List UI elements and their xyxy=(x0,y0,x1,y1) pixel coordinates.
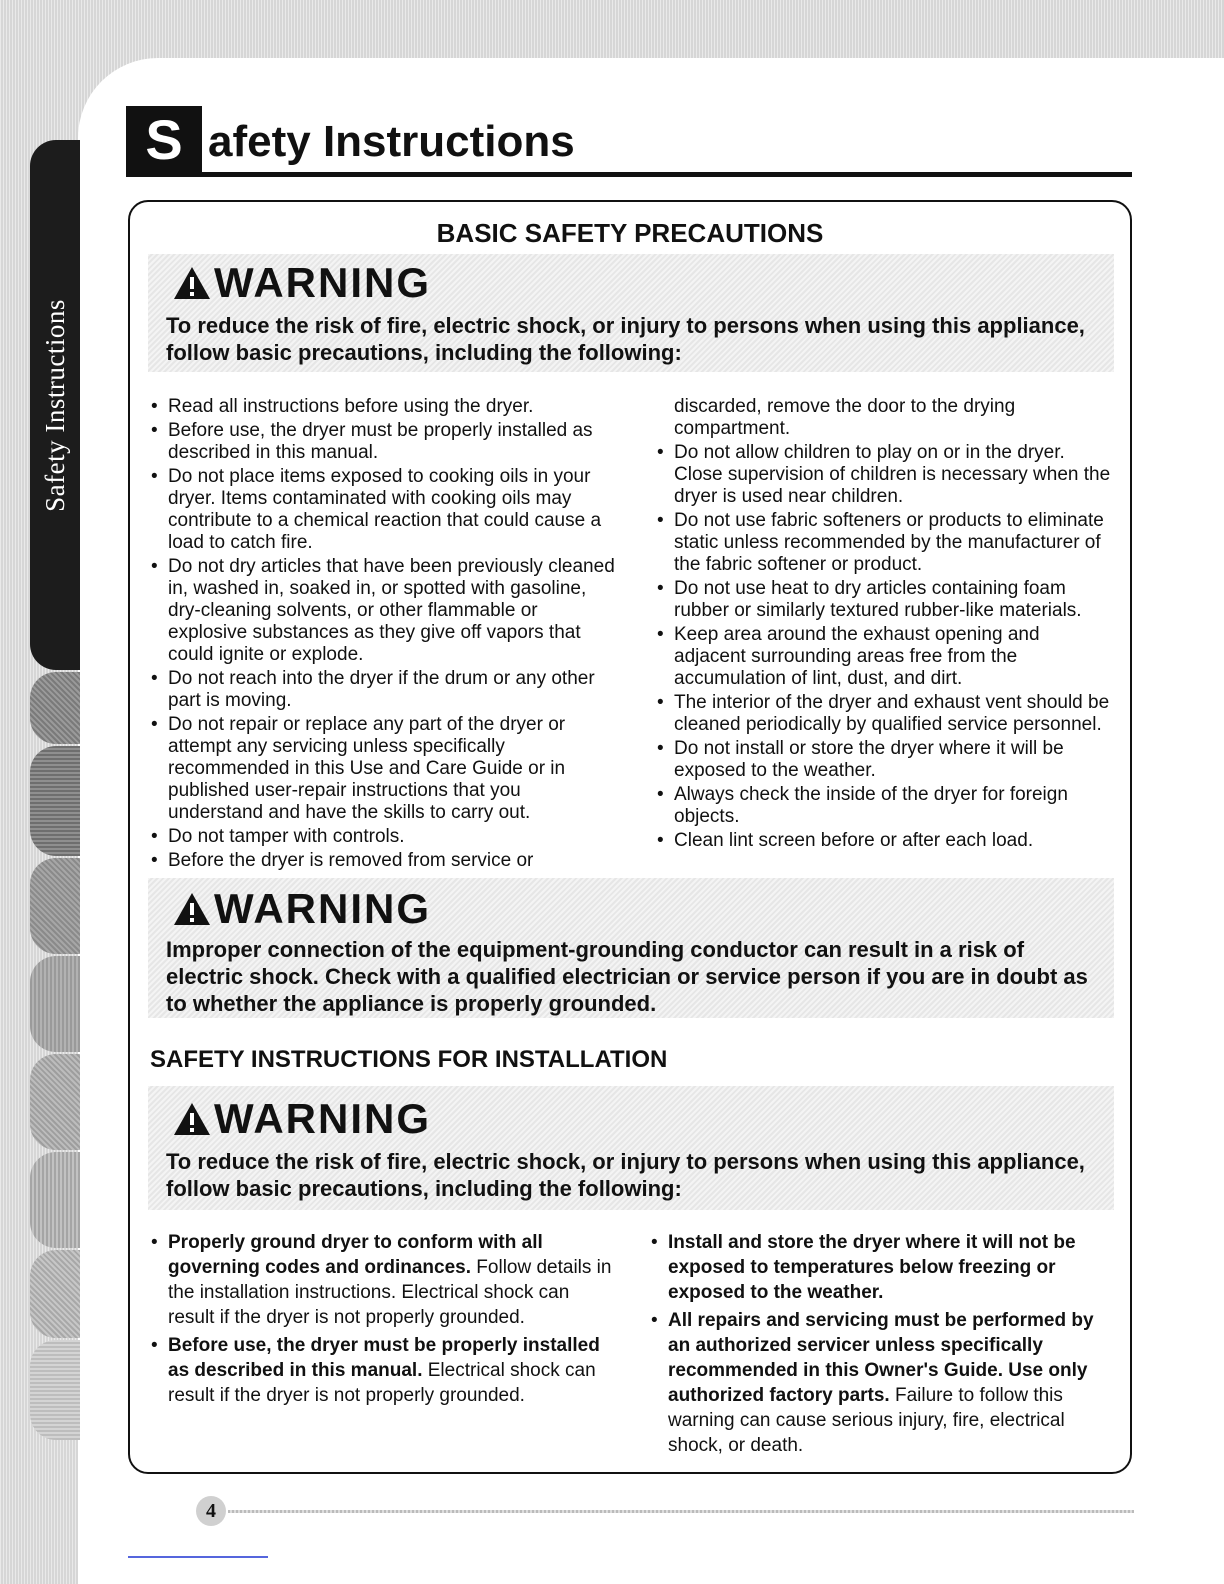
footer-divider xyxy=(228,1510,1134,1513)
list-item: discarded, remove the door to the drying compartment. xyxy=(674,396,1016,439)
list-item: • Do not use fabric softeners or products to eliminate static unless recommended by the manufacturer of the fabric softener or product. xyxy=(654,510,1114,576)
list-item: • Do not dry articles that have been previously cleaned in, washed in, soaked in, or spotted with gasoline, dry-cleaning solvents, or other flammable or explosive substances as they give off vapors that could ignite or explode. xyxy=(148,556,618,666)
side-tab-label: Safety Instructions xyxy=(39,298,70,512)
warning-triangle-icon xyxy=(172,263,212,303)
grounding-warning-text: Improper connection of the equipment-grounding conductor can result in a risk of electric shock. Check with a qualified electrician or service person if you are in doubt as to whether the appliance is properly grounded. xyxy=(166,937,1088,1016)
installation-left-column xyxy=(148,1230,618,1411)
installation-warning-text: To reduce the risk of fire, electric shock, or injury to persons when using this appliance, follow basic precautions, including the following: xyxy=(166,1149,1085,1201)
list-item: • Do not repair or replace any part of the dryer or attempt any servicing unless specifically recommended in this Use and Care Guide or in published user-repair instructions that you understand and have the skills to carry out. xyxy=(148,714,618,824)
installation-heading: SAFETY INSTRUCTIONS FOR INSTALLATION xyxy=(150,1046,668,1073)
title-initial: S xyxy=(126,106,202,174)
list-item: • Do not use heat to dry articles containing foam rubber or similarly textured rubber-like materials. xyxy=(654,578,1114,622)
page-title: afety Instructions xyxy=(208,117,575,166)
list-item xyxy=(648,1230,1108,1305)
list-item-text: Electrical shock can result if the dryer is not properly grounded. xyxy=(168,1360,596,1406)
list-item: • Do not reach into the dryer if the drum or any other part is moving. xyxy=(148,668,618,712)
warning-label: WARNING xyxy=(214,259,431,306)
warning-title xyxy=(172,886,431,932)
list-item xyxy=(148,1230,618,1330)
basic-precautions-heading: BASIC SAFETY PRECAUTIONS xyxy=(436,218,824,248)
warning-text: To reduce the risk of fire, electric shock, or injury to persons when using this appliance, follow basic precautions, including the following: xyxy=(166,313,1085,365)
side-tab[interactable] xyxy=(30,858,80,954)
basic-left-column xyxy=(148,396,618,874)
side-tab[interactable] xyxy=(30,746,80,856)
warning-triangle-icon xyxy=(172,1099,212,1139)
side-tab[interactable] xyxy=(30,1054,80,1150)
warning-label: WARNING xyxy=(214,885,431,932)
list-item xyxy=(148,1333,618,1408)
list-item-emphasis: Properly ground dryer to conform with all governing codes and ordinances. xyxy=(168,1232,543,1278)
side-tab[interactable] xyxy=(30,1250,80,1338)
side-tab-safety-instructions[interactable] xyxy=(30,140,80,670)
list-item: • Always check the inside of the dryer for foreign objects. xyxy=(654,784,1114,828)
warning-title xyxy=(172,1096,431,1142)
warning-label: WARNING xyxy=(214,1095,431,1142)
side-tab[interactable] xyxy=(30,1152,80,1248)
list-item: • Do not allow children to play on or in the dryer. Close supervision of children is necessary when the dryer is used near children. xyxy=(654,442,1114,508)
installation-right-column xyxy=(648,1230,1108,1461)
list-item-text: Follow details in the installation instructions. Electrical shock can result if the dryer is not properly grounded. xyxy=(168,1257,612,1328)
list-item-emphasis: All repairs and servicing must be performed by an authorized servicer unless specifically recommended in this Owner's Guide. Use only authorized factory parts. xyxy=(668,1310,1094,1406)
list-item: • Keep area around the exhaust opening and adjacent surrounding areas free from the accumulation of lint, dust, and dirt. xyxy=(654,624,1114,690)
bottom-link-underline xyxy=(128,1556,268,1558)
warning-title xyxy=(172,260,431,306)
page-number: 4 xyxy=(196,1496,226,1526)
list-item-text: Failure to follow this warning can cause serious injury, fire, electrical shock, or death. xyxy=(668,1385,1065,1456)
list-item: • Do not place items exposed to cooking oils in your dryer. Items contaminated with cooking oils may contribute to a chemical reaction that could cause a load to catch fire. xyxy=(148,466,618,554)
basic-right-column xyxy=(654,396,1114,854)
list-item: • Clean lint screen before or after each load. xyxy=(654,830,1114,852)
side-tab[interactable] xyxy=(30,1340,80,1440)
warning-triangle-icon xyxy=(172,889,212,929)
list-item: • Read all instructions before using the dryer. xyxy=(148,396,618,418)
list-item: • Do not tamper with controls. xyxy=(148,826,618,848)
side-tab[interactable] xyxy=(30,672,80,744)
list-item-emphasis: Before use, the dryer must be properly installed as described in this manual. xyxy=(168,1335,600,1381)
list-item xyxy=(648,1308,1108,1458)
title-divider xyxy=(126,172,1132,177)
side-tab[interactable] xyxy=(30,956,80,1052)
list-item: • Do not install or store the dryer where it will be exposed to the weather. xyxy=(654,738,1114,782)
list-item: • Before use, the dryer must be properly installed as described in this manual. xyxy=(148,420,618,464)
list-item-emphasis: Install and store the dryer where it will not be exposed to temperatures below freezing or exposed to the weather. xyxy=(668,1232,1076,1303)
list-item: • The interior of the dryer and exhaust vent should be cleaned periodically by qualified service personnel. xyxy=(654,692,1114,736)
list-item: • Before the dryer is removed from service or xyxy=(148,850,618,872)
